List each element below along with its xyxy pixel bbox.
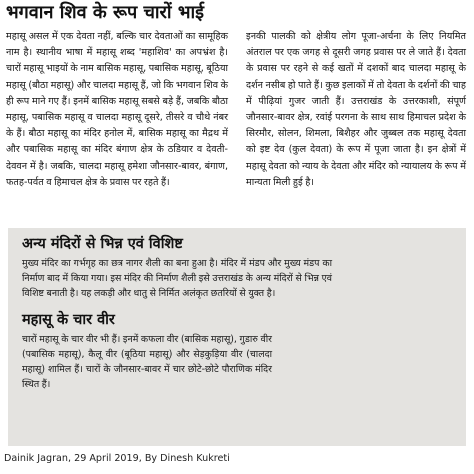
- source-credit: Dainik Jagran, 29 April 2019, By Dinesh Kukreti: [4, 453, 230, 464]
- column-right-text: इनकी पालकी को क्षेत्रीय लोग पूजा-अर्चना के लिए नियमित अंतराल पर एक जगह से दूसरी जगह प्रवास पर ले जाते हैं। देवता के प्रवास पर रहने से कई खतों में दशकों बाद चालदा महासू के दर्शन नसीब हो पाते हैं। कुछ इलाकों में तो देवता के दर्शनों की चाह में पीढ़ियां गुजर जाती हैं। उत्तराखंड के उत्तरकाशी, संपूर्ण जौनसार-बावर क्षेत्र, रवांई परगना के साथ साथ हिमाचल प्रदेश के सिरमौर, सोलन, शिमला, बिशैहर और जुब्बल तक महासू देवता को इष्ट देव (कुल देवता) के रूप में पूजा जाता है। इन क्षेत्रों में महासू देवता को न्याय के देवता और मंदिर को न्यायालय के रूप में मान्यता मिली हुई है।: [246, 31, 466, 188]
- article-headline: भगवान शिव के रूप चारों भाई: [6, 2, 204, 23]
- article-column-left: [6, 29, 228, 191]
- box-text-veer: चारों महासू के चार वीर भी हैं। इनमें कफला वीर (बासिक महासू), गुडारु वीर (पबासिक महासू), कैलू वीर (बूठिया महासू) और सेड़कुड़िया वीर (चालदा महासू) शामिल हैं। चारों के जौनसार-बावर में चार छोटे-छोटे पौराणिक मंदिर स्थित हैं।: [22, 333, 272, 391]
- sidebar-box: [8, 228, 466, 446]
- box-heading-temple: अन्य मंदिरों से भिन्न एवं विशिष्ट: [22, 236, 183, 252]
- article-column-right: [246, 29, 466, 191]
- column-left-text: महासू असल में एक देवता नहीं, बल्कि चार देवताओं का सामूहिक नाम है। स्थानीय भाषा में महासू शब्द 'महाशिव' का अपभ्रंश है। चारों महासू भाइयों के नाम बासिक महासू, पबासिक महासू, बूठिया महासू (बौठा महासू) और चालदा महासू हैं, जो कि भगवान शिव के ही रूप माने गए हैं। इनमें बासिक महासू सबसे बड़े हैं, जबकि बौठा महासू, पबासिक महासू व चालदा महासू दूसरे, तीसरे व चौथे नंबर के हैं। बौठा महासू का मंदिर हनोल में, बासिक महासू का मैद्रथ में और पबासिक महासू का मंदिर बंगाण क्षेत्र के ठडियार व देवती-देववन में है। जबकि, चालदा महासू हमेशा जौनसार-बावर, बंगाण, फतह-पर्वत व हिमाचल क्षेत्र के प्रवास पर रहते हैं।: [6, 31, 228, 188]
- box-text-temple: मुख्य मंदिर का गर्भगृह का छत्र नागर शैली का बना हुआ है। मंदिर में मंडप और मुख्य मंडप का निर्माण बाद में किया गया। इस मंदिर की निर्माण शैली इसे उत्तराखंड के अन्य मंदिरों से भिन्न एवं विशिष्ट बनाती है। यह लकड़ी और धातु से निर्मित अलंकृत छतरियों से युक्त है।: [22, 258, 332, 300]
- box-heading-veer: महासू के चार वीर: [22, 311, 115, 328]
